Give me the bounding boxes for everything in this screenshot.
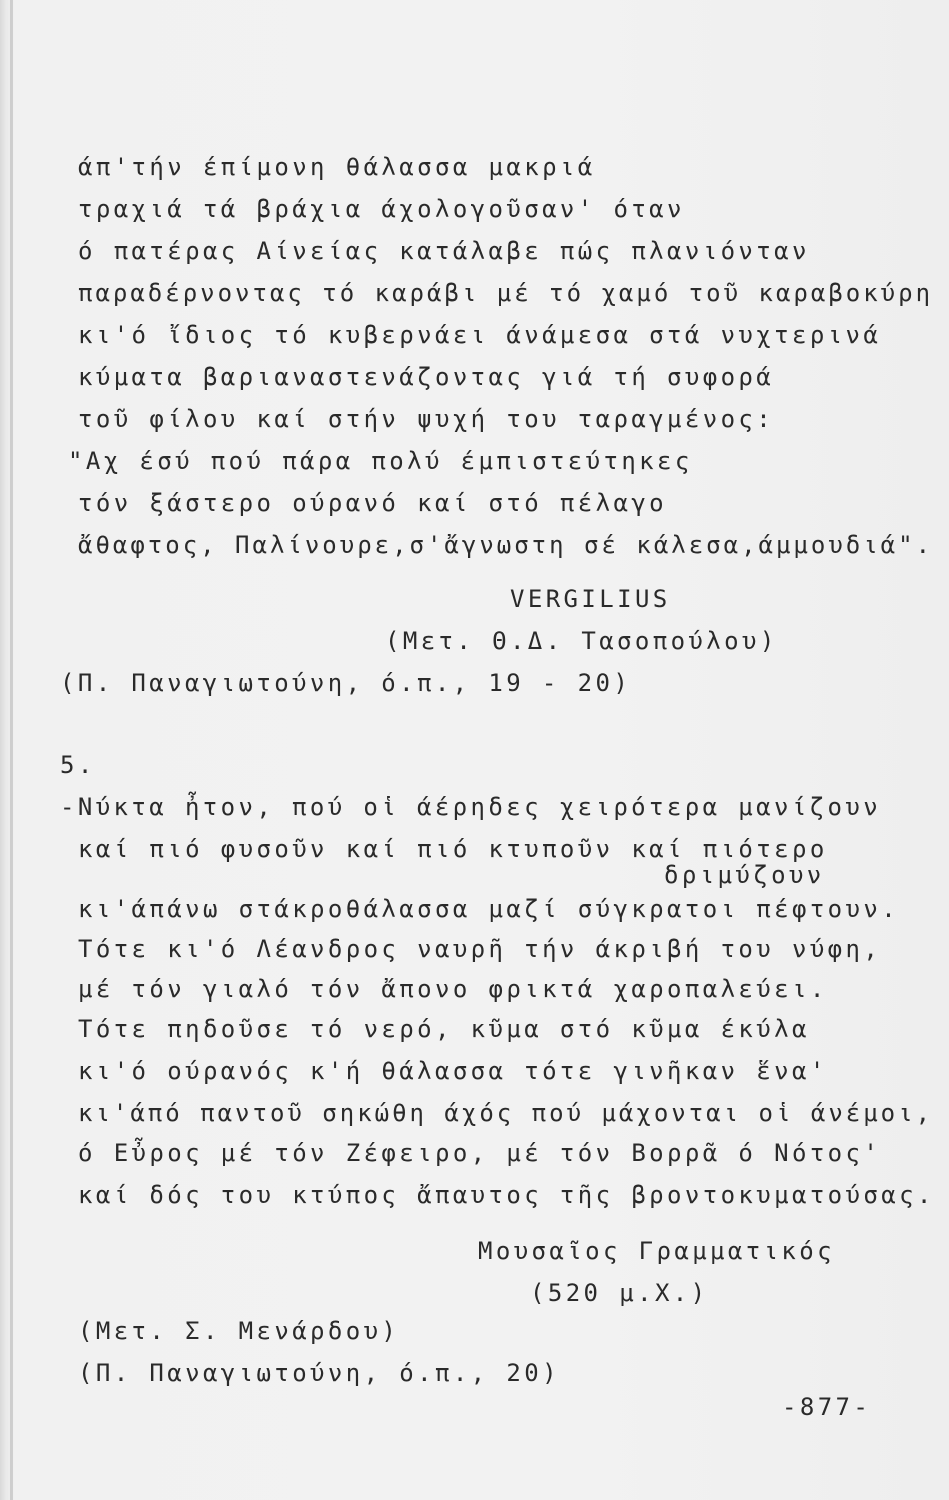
page-number: -877- (782, 1393, 872, 1421)
poem1-line-5: κι'ό ἴδιος τό κυβερνάει άνάμεσα στά νυχτερινά (78, 321, 882, 349)
poem2-author: Μουσαῖος Γραμματικός (478, 1237, 835, 1265)
poem1-line-4: παραδέρνοντας τό καράβι μέ τό χαμό τοῦ καραβοκύρη (78, 279, 934, 307)
poem2-number: 5. (60, 751, 96, 779)
poem2-line-5: μέ τόν γιαλό τόν ἄπονο φρικτά χαροπαλεύει. (78, 975, 828, 1003)
poem1-line-6: κύματα βαριαναστενάζοντας γιά τή συφορά (78, 363, 775, 391)
poem2-line-9: ό Εὖρος μέ τόν Ζέφειρο, μέ τόν Βορρᾶ ό Νότος' (78, 1139, 882, 1167)
poem1-source: (Π. Παναγιωτούνη, ό.π., 19 - 20) (60, 669, 632, 697)
poem2-line-10: καί δός του κτύπος ἄπαυτος τῆς βροντοκυματούσας. (78, 1181, 935, 1209)
poem1-line-10: ἄθαφτος, Παλίνουρε,σ'ἄγνωστη σέ κάλεσα,άμμουδιά". (78, 531, 934, 559)
poem2-line-1: -Νύκτα ἦτον, πού οἱ άέρηδες χειρότερα μανίζουν (60, 793, 882, 821)
poem2-date: (520 μ.Χ.) (530, 1279, 709, 1307)
page-spine-shadow (10, 0, 13, 1500)
poem1-line-9: τόν ξάστερο ούρανό καί στό πέλαγο (78, 489, 668, 517)
poem2-line-8: κι'άπό παντοῦ σηκώθη άχός πού μάχονται οἱ άνέμοι, (78, 1099, 934, 1127)
poem1-author: VERGILIUS (510, 585, 671, 613)
poem1-line-2: τραχιά τά βράχια άχολογοῦσαν' όταν (78, 195, 685, 223)
poem1-line-1: άπ'τήν έπίμονη θάλασσα μακριά (78, 153, 596, 181)
poem2-line-7: κι'ό ούρανός κ'ή θάλασσα τότε γινῆκαν ἕνα' (78, 1057, 828, 1085)
poem1-line-3: ό πατέρας Αίνείας κατάλαβε πώς πλανιόνταν (78, 237, 810, 265)
poem1-translator: (Μετ. Θ.Δ. Τασοπούλου) (385, 627, 778, 655)
poem2-line-2: καί πιό φυσοῦν καί πιό κτυποῦν καί πιότερο (78, 835, 828, 863)
poem2-line-2-continuation: δριμύζουν (664, 861, 825, 889)
poem1-line-7: τοῦ φίλου καί στήν ψυχή του ταραγμένος: (78, 405, 775, 433)
poem2-source: (Π. Παναγιωτούνη, ό.π., 20) (78, 1359, 560, 1387)
poem2-line-4: Τότε κι'ό Λέανδρος ναυρῆ τήν άκριβή του νύφη, (78, 935, 882, 963)
poem1-line-8: "Αχ έσύ πού πάρα πολύ έμπιστεύτηκες (68, 447, 693, 475)
poem2-line-3: κι'άπάνω στάκροθάλασσα μαζί σύγκρατοι πέφτουν. (78, 895, 900, 923)
poem2-translator: (Μετ. Σ. Μενάρδου) (78, 1317, 400, 1345)
poem2-line-6: Τότε πηδοῦσε τό νερό, κῦμα στό κῦμα έκύλα (78, 1015, 810, 1043)
